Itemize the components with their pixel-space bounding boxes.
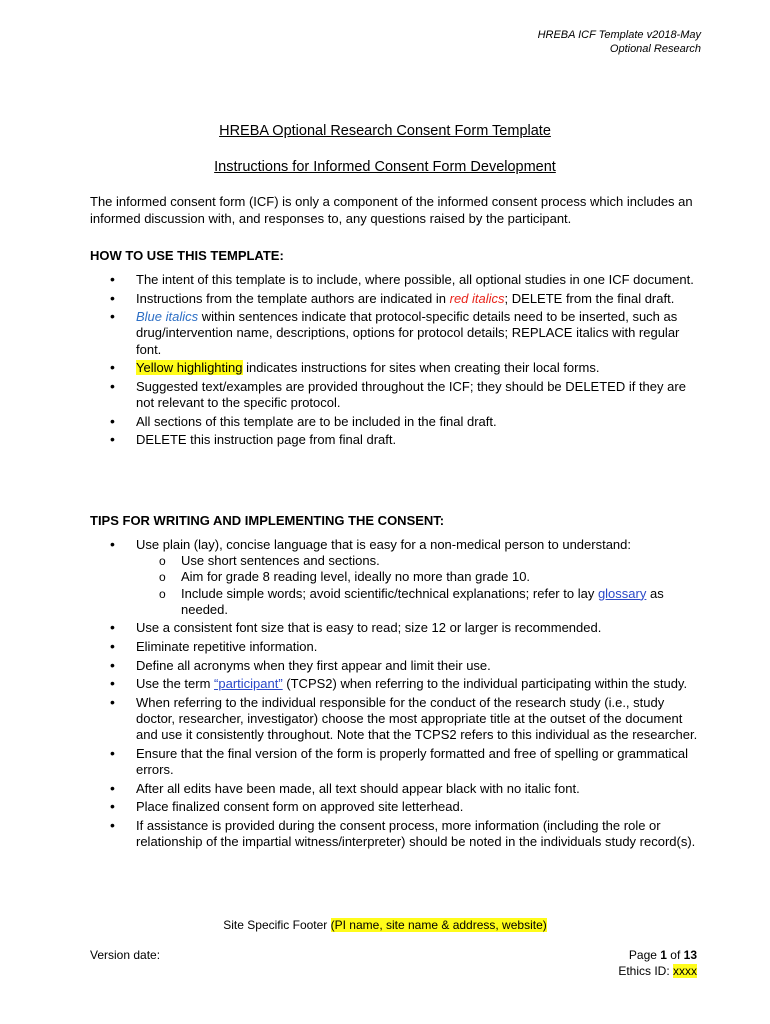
list-item: • After all edits have been made, all text should appear black with no italic font. bbox=[90, 781, 702, 797]
page-header bbox=[538, 28, 701, 56]
list-item: • Ensure that the final version of the form is properly formatted and free of spelling or grammatical errors. bbox=[90, 746, 702, 778]
list-item: • Eliminate repetitive information. bbox=[90, 639, 702, 655]
footer-highlight: (PI name, site name & address, website) bbox=[330, 918, 547, 932]
intro-paragraph: The informed consent form (ICF) is only a component of the informed consent process which includes an informed discussion with, and responses to, any questions raised by the participant. bbox=[90, 194, 693, 226]
glossary-link[interactable]: glossary bbox=[597, 585, 647, 601]
red-italics-sample: red italics bbox=[449, 290, 505, 306]
list-item: • When referring to the individual responsible for the conduct of the research study (i.e., study doctor, researcher, investigator) choose the most appropriate title at the outset of the document and use it consistently throughout. Note that the TCPS2 refers to this individual as the researcher. bbox=[90, 695, 702, 744]
list-item: • All sections of this template are to be included in the final draft. bbox=[90, 414, 702, 430]
sub-list-item: o Use short sentences and sections. bbox=[136, 553, 702, 569]
list-item: • Yellow highlighting indicates instructions for sites when creating their local forms. bbox=[90, 360, 702, 376]
version-date: Version date: bbox=[90, 948, 161, 962]
sub-list-item: o Aim for grade 8 reading level, ideally no more than grade 10. bbox=[136, 569, 702, 585]
document-title: HREBA Optional Research Consent Form Template bbox=[219, 123, 551, 139]
list-item: • Use a consistent font size that is easy to read; size 12 or larger is recommended. bbox=[90, 620, 702, 636]
list-item: • Define all acronyms when they first appear and limit their use. bbox=[90, 658, 702, 674]
header-optional-research: Optional Research bbox=[609, 43, 701, 55]
tips-list bbox=[90, 537, 702, 853]
list-item: • Use the term “participant” (TCPS2) when referring to the individual participating within the study. bbox=[90, 676, 702, 692]
site-specific-footer: Site Specific Footer (PI name, site name & address, website) bbox=[223, 918, 547, 932]
tips-heading: TIPS FOR WRITING AND IMPLEMENTING THE CONSENT: bbox=[90, 513, 445, 528]
header-template-version: HREBA ICF Template v2018-May bbox=[537, 29, 701, 41]
list-item: • Use plain (lay), concise language that is easy for a non-medical person to understand: o Use short sentences and sections. o Aim for grade 8 reading level, ideally no more than grade 10. o Include simple words; avoid scientific/technical explanations; refer to lay glossary as needed. bbox=[90, 537, 702, 618]
how-to-list bbox=[90, 272, 702, 451]
sub-list bbox=[136, 553, 702, 618]
sub-list-item: o Include simple words; avoid scientific/technical explanations; refer to lay glossary as needed. bbox=[136, 586, 702, 618]
blue-italics-sample: Blue italics bbox=[136, 309, 199, 325]
document-subtitle: Instructions for Informed Consent Form Development bbox=[214, 159, 556, 175]
list-item: • Blue italics within sentences indicate that protocol-specific details need to be inserted, such as drug/intervention name, descriptions, options for protocol details; REPLACE italics with regular font. bbox=[90, 309, 702, 358]
list-item: • Suggested text/examples are provided throughout the ICF; they should be DELETED if they are not relevant to the specific protocol. bbox=[90, 379, 702, 411]
list-item: • The intent of this template is to include, where possible, all optional studies in one ICF document. bbox=[90, 272, 702, 288]
ethics-id: Ethics ID: xxxx bbox=[618, 963, 697, 978]
how-to-heading: HOW TO USE THIS TEMPLATE: bbox=[90, 248, 284, 263]
list-item: • Place finalized consent form on approved site letterhead. bbox=[90, 799, 702, 815]
list-item: • If assistance is provided during the consent process, more information (including the role or relationship of the impartial witness/interpreter) should be noted in the individuals study record(s). bbox=[90, 818, 702, 850]
list-item: • Instructions from the template authors are indicated in red italics; DELETE from the final draft. bbox=[90, 291, 702, 307]
yellow-highlight-sample: Yellow highlighting bbox=[136, 360, 243, 376]
list-item: • DELETE this instruction page from final draft. bbox=[90, 432, 702, 448]
page-info bbox=[618, 948, 697, 979]
participant-link[interactable]: “participant” bbox=[214, 676, 283, 692]
page-number: Page 1 of 13 bbox=[628, 948, 697, 962]
